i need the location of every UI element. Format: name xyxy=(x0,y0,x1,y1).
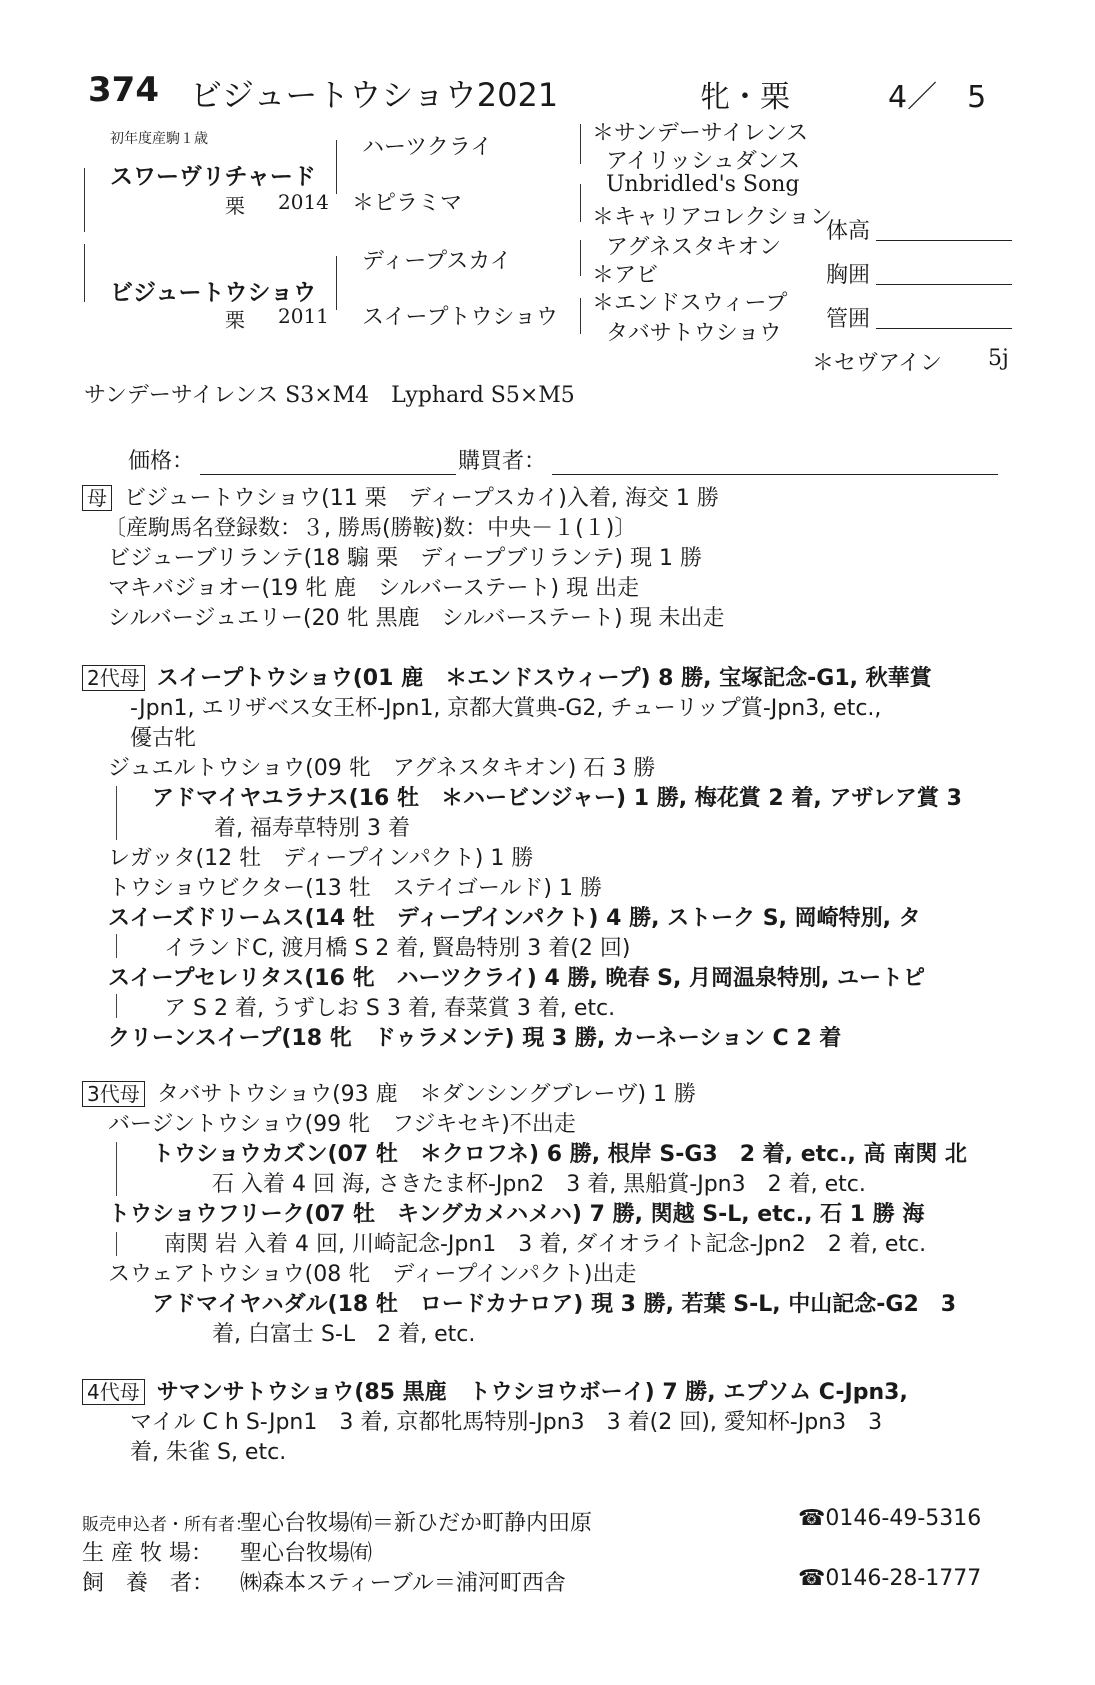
third-dam-bar-2 xyxy=(116,1232,117,1256)
dam-sire: ディープスカイ xyxy=(362,249,512,274)
second-dam-bar-1 xyxy=(116,786,117,840)
inbreeding: サンデーサイレンス S3×M4 Lyphard S5×M5 xyxy=(84,383,575,408)
second-dam-line-10: イランドC, 渡月橋 S 2 着, 賢島特別 3 着(2 回) xyxy=(164,936,631,961)
third-dam-line-6: 南関 岩 入着 4 回, 川崎記念-Jpn1 3 着, ダイオライト記念-Jpn2 2 着, etc. xyxy=(164,1232,927,1257)
buyer-label: 購買者： xyxy=(458,449,547,474)
sire-year: 2014 xyxy=(278,190,329,214)
family-number: 5j xyxy=(988,346,1009,371)
seller-label: 販売申込者・所有者： xyxy=(82,1515,252,1535)
price-field[interactable] xyxy=(200,444,456,475)
dam-line-4: マキバジョオー(19 牝 鹿 シルバーステート) 現 出走 xyxy=(108,576,640,601)
second-dam-line-2: -Jpn1, エリザベス女王杯-Jpn1, 京都大賞典-G2, チューリップ賞-Jpn3, etc., xyxy=(130,696,882,721)
dam-line-5: シルバージュエリー(20 牝 黒鹿 シルバーステート) 現 未出走 xyxy=(108,606,725,631)
second-dam-line-13: クリーンスイープ(18 牝 ドゥラメンテ) 現 3 勝, カーネーション C 2 着 xyxy=(108,1026,842,1051)
buyer-field[interactable] xyxy=(552,444,998,475)
second-dam-bar-3 xyxy=(116,994,117,1018)
height-field[interactable] xyxy=(876,212,1012,241)
cannon-label: 管囲 xyxy=(826,307,871,332)
lot-number: 374 xyxy=(88,70,159,110)
dam-year: 2011 xyxy=(278,304,329,328)
fourth-dam-section xyxy=(82,1378,908,1468)
third-dam-line-7: スウェアトウショウ(08 牝 ディープインパクト)出走 xyxy=(108,1262,637,1287)
gen3-bracket-3 xyxy=(580,240,587,276)
sire-sire: ハーツクライ xyxy=(362,135,493,160)
fourth-dam-tag: 4代母 xyxy=(82,1379,145,1405)
dam-line-1: 母 ビジュートウショウ(11 栗 ディープスカイ)入着, 海交 1 勝 xyxy=(82,484,725,514)
sire-name: スワーヴリチャード xyxy=(110,164,316,190)
breeder-label: 生 産 牧 場： xyxy=(82,1541,213,1566)
gen3-bracket-4 xyxy=(580,298,587,334)
dam-line-3: ビジューブリランテ(18 騸 栗 ディープブリランテ) 現 1 勝 xyxy=(108,546,702,571)
third-dam-line-5: トウショウフリーク(07 牡 キングカメハメハ) 7 勝, 関越 S-L, etc., 石 1 勝 海 xyxy=(108,1202,925,1227)
third-dam-line-8: アドマイヤハダル(18 牡 ロードカナロア) 現 3 勝, 若葉 S-L, 中山記念-G2 3 xyxy=(152,1292,957,1317)
third-dam-line-4: 石 入着 4 回 海, さきたま杯-Jpn2 3 着, 黒船賞-Jpn3 2 着, etc. xyxy=(212,1172,866,1197)
gen3-5: アグネスタキオン xyxy=(606,235,782,260)
cannon-field[interactable] xyxy=(876,300,1012,329)
pedigree-bracket-1 xyxy=(84,168,91,232)
third-dam-line-9: 着, 白富士 S-L 2 着, etc. xyxy=(212,1322,476,1347)
second-dam-line-12: ア S 2 着, うずしお S 3 着, 春菜賞 3 着, etc. xyxy=(164,996,616,1021)
gen3-1: ＊サンデーサイレンス xyxy=(592,121,809,146)
third-dam-section xyxy=(82,1080,967,1350)
sex-color: 牝・栗 xyxy=(700,80,790,115)
foaling-date: 4／ 5 xyxy=(888,80,987,115)
dam-name: ビジュートウショウ xyxy=(110,280,317,306)
sire-dam: ＊ピラミマ xyxy=(352,191,463,216)
second-dam-line-1: 2代母 スイープトウショウ(01 鹿 ＊エンドスウィープ) 8 勝, 宝塚記念-G1, 秋華賞 xyxy=(82,664,962,694)
gen3-3: Unbridled's Song xyxy=(606,172,800,197)
gen2-bracket-2 xyxy=(336,256,343,310)
horse-name: ビジュートウショウ2021 xyxy=(190,76,559,114)
second-dam-tag: 2代母 xyxy=(82,665,145,691)
second-dam-line-5: アドマイヤユラナス(16 牡 ＊ハービンジャー) 1 勝, 梅花賞 2 着, アザレア賞 3 xyxy=(152,786,962,811)
keeper: ㈱森本スティーブル＝浦河町西舎 xyxy=(240,1571,566,1596)
gen3-2: アイリッシュダンス xyxy=(606,149,801,174)
second-dam-line-9: スイーズドリームス(14 牡 ディープインパクト) 4 勝, ストーク S, 岡崎特別, タ xyxy=(108,906,921,931)
second-dam-line-6: 着, 福寿草特別 3 着 xyxy=(214,816,410,841)
family-line: ＊セヴアイン xyxy=(812,351,943,376)
gen3-bracket-1 xyxy=(580,124,587,164)
second-dam-line-4: ジュエルトウショウ(09 牝 アグネスタキオン) 石 3 勝 xyxy=(108,756,656,781)
seller-phone[interactable]: ☎0146-49-5316 xyxy=(798,1506,982,1531)
seller: 聖心台牧場㈲＝新ひだか町静内田原 xyxy=(240,1511,593,1536)
price-label: 価格： xyxy=(128,449,195,474)
second-dam-section xyxy=(82,664,962,1054)
first-crop-note: 初年度産駒１歳 xyxy=(110,131,208,147)
girth-field[interactable] xyxy=(876,256,1012,285)
dam-line-2: 〔産駒馬名登録数：３, 勝馬(勝鞍)数：中央－１(１)〕 xyxy=(104,516,637,541)
dam-section xyxy=(82,484,725,634)
gen3-8: タバサトウショウ xyxy=(606,321,782,346)
second-dam-line-3: 優古牝 xyxy=(130,726,197,751)
breeder: 聖心台牧場㈲ xyxy=(240,1541,373,1566)
dam-tag: 母 xyxy=(82,485,112,511)
second-dam-bar-2 xyxy=(116,934,117,958)
pedigree-bracket-2 xyxy=(84,244,91,302)
dam-dam: スイープトウショウ xyxy=(362,305,559,330)
girth-label: 胸囲 xyxy=(826,263,871,288)
fourth-dam-line-2: マイル C h S-Jpn1 3 着, 京都牝馬特別-Jpn3 3 着(2 回), 愛知杯-Jpn3 3 xyxy=(130,1410,883,1435)
gen3-6: ＊アビ xyxy=(592,263,659,288)
third-dam-bar-1 xyxy=(116,1142,117,1196)
keeper-phone[interactable]: ☎0146-28-1777 xyxy=(798,1566,982,1591)
third-dam-line-2: バージントウショウ(99 牝 フジキセキ)不出走 xyxy=(108,1112,576,1137)
gen3-7: ＊エンドスウィープ xyxy=(592,291,788,316)
third-dam-line-3: トウショウカズン(07 牡 ＊クロフネ) 6 勝, 根岸 S-G3 2 着, etc., 高 南関 北 xyxy=(152,1142,967,1167)
gen3-bracket-2 xyxy=(580,184,587,222)
sire-color: 栗 xyxy=(225,194,245,218)
fourth-dam-line-3: 着, 朱雀 S, etc. xyxy=(130,1440,287,1465)
dam-color: 栗 xyxy=(225,308,245,332)
fourth-dam-line-1: 4代母 サマンサトウショウ(85 黒鹿 トウシヨウボーイ) 7 勝, エプソム C-Jpn3, xyxy=(82,1378,908,1408)
third-dam-tag: 3代母 xyxy=(82,1081,145,1107)
second-dam-line-7: レガッタ(12 牡 ディープインパクト) 1 勝 xyxy=(108,846,534,871)
second-dam-line-11: スイープセレリタス(16 牝 ハーツクライ) 4 勝, 晩春 S, 月岡温泉特別, ユートピ xyxy=(108,966,926,991)
third-dam-line-1: 3代母 タバサトウショウ(93 鹿 ＊ダンシングブレーヴ) 1 勝 xyxy=(82,1080,967,1110)
gen3-4: ＊キャリアコレクション xyxy=(592,205,833,230)
second-dam-line-8: トウショウビクター(13 牡 ステイゴールド) 1 勝 xyxy=(108,876,602,901)
gen2-bracket-1 xyxy=(336,140,343,194)
height-label: 体高 xyxy=(826,219,871,244)
keeper-label: 飼 養 者： xyxy=(82,1571,215,1596)
